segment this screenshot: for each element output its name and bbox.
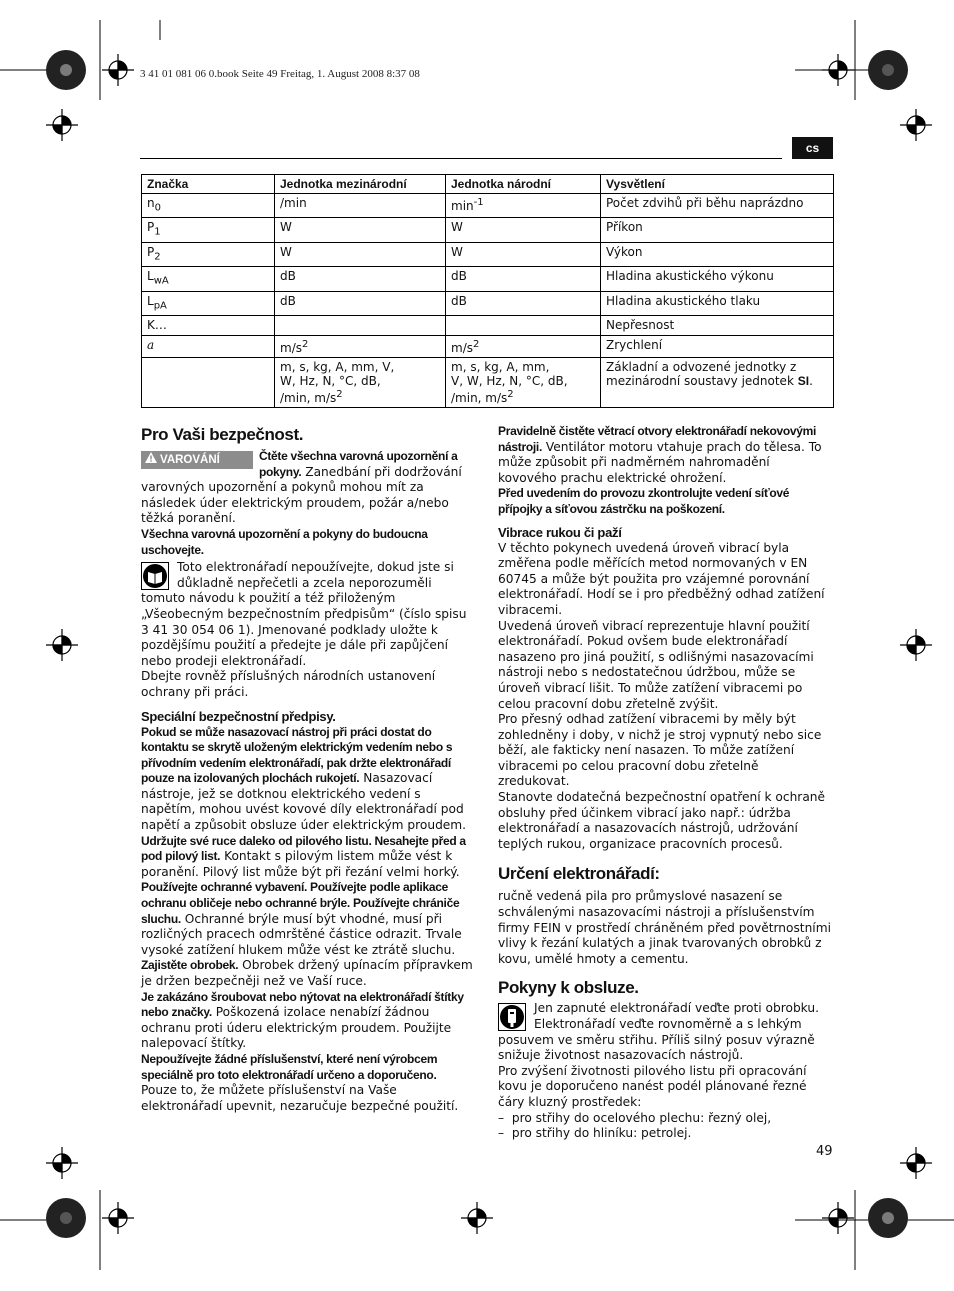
- vent-paragraph: Pravidelně čistěte větrací otvory elektronářadí nekovovými nástroji. Ventilátor motoru vtahuje prach do tělesa. To může způsobit při nadměrném nahromadění kovového prachu elektrické ohrožení.: [498, 424, 822, 485]
- keep-instructions: Všechna varovná upozornění a pokyny do budoucna uschovejte.: [141, 526, 428, 557]
- nat-cell: [446, 315, 601, 335]
- table-row: [142, 267, 834, 291]
- intl-cell: $m/s^2$: [275, 335, 446, 357]
- desc-cell: Základní a odvozené jednotky z mezinárodní soustavy jednotek SI.: [601, 357, 834, 407]
- nat-cell: dB: [446, 291, 601, 315]
- symbol-cell: $P_1$: [142, 218, 275, 242]
- vibration-p2: Uvedená úroveň vibrací reprezentuje hlavní použití elektronářadí. Pokud ovšem bude elektronářadí nasazeno pro jiná použití, s odlišnými nasazovacími nástroji nebo s nedostatečnou údržbou, může se úroveň vibrací lišit. To může zatížení vibracemi po celou pracovní dobu zřetelně zvýšit.: [498, 618, 814, 711]
- desc-cell: Zrychlení: [601, 335, 834, 357]
- safety-rule-2: Udržujte své ruce daleko od pilového listu. Nesahejte před a pod pilový list. Kontakt s pilovým listem může vést k poranění. Pilový list může být při řezání velmi horký.: [141, 833, 466, 879]
- symbol-cell: [142, 357, 275, 407]
- warning-triangle-icon: [145, 452, 157, 463]
- intl-cell: dB: [275, 291, 446, 315]
- warning-badge: VAROVÁNÍ: [141, 451, 253, 469]
- hand-tool-icon: [498, 1003, 526, 1031]
- vibration-p3: Pro přesný odhad zatížení vibracemi by měly být zohledněny i doby, v nichž je stroj vypnutý nebo sice běží, ale fakticky není nasazen. To může zatížení vibracemi po celou pracovní dobu zřetelně zredukovat.: [498, 712, 822, 789]
- intl-cell: dB: [275, 267, 446, 291]
- symbol-cell: K…: [142, 315, 275, 335]
- list-item: – pro střihy do ocelového plechu: řezný olej,: [498, 1110, 772, 1125]
- purpose-heading: Určení elektronářadí:: [498, 864, 660, 884]
- intl-cell: m, s, kg, A, mm, V, W, Hz, N, °C, dB, /min, $m/s^2$: [275, 357, 446, 407]
- table-row: [142, 335, 834, 357]
- vibration-heading: Vibrace rukou či paží: [498, 524, 622, 540]
- nat-cell: dB: [446, 267, 601, 291]
- units-table: [141, 174, 834, 408]
- left-column: [141, 424, 475, 1114]
- special-safety-heading: Speciální bezpečnostní předpisy.: [141, 708, 336, 724]
- header-rule: [140, 158, 782, 159]
- language-badge: cs: [792, 137, 833, 159]
- desc-cell: Příkon: [601, 218, 834, 242]
- table-row: [142, 315, 834, 335]
- vibration-p4: Stanovte dodatečná bezpečnostní opatření k ochraně obsluhy před účinkem vibrací jako např.: údržba elektronářadí a nasazovacích nástrojů, udržování teplých rukou, organizace pracovních procesů.: [498, 790, 826, 851]
- col-header-international: Jednotka mezinárodní: [275, 175, 446, 194]
- table-row: [142, 218, 834, 242]
- table-header-row: [142, 175, 834, 194]
- symbol-cell: $n_0$: [142, 194, 275, 218]
- right-column: [498, 424, 832, 1142]
- col-header-national: Jednotka národní: [446, 175, 601, 194]
- symbol-cell: $L_{wA}$: [142, 267, 275, 291]
- table-row: [142, 242, 834, 266]
- nat-cell: m, s, kg, A, mm, V, W, Hz, N, °C, dB, /min, $m/s^2$: [446, 357, 601, 407]
- symbol-cell: a: [142, 335, 275, 357]
- nat-cell: W: [446, 242, 601, 266]
- safety-heading: Pro Vaši bezpečnost.: [141, 425, 304, 444]
- vibration-p1: V těchto pokynech uvedená úroveň vibrací byla změřena podle měřících metod normovaných v EN 60745 a může být použita pro vzájemné porovnání elektronářadí. Hodí se i pro předběžný odhad zatížení vibracemi.: [498, 540, 825, 617]
- intl-cell: W: [275, 218, 446, 242]
- desc-cell: Nepřesnost: [601, 315, 834, 335]
- symbol-cell: $P_2$: [142, 242, 275, 266]
- operation-heading: Pokyny k obsluze.: [498, 978, 639, 998]
- safety-rule-1: Pokud se může nasazovací nástroj při práci dostat do kontaktu se skrytě uloženým elektrickým vedením nebo s přívodním vedením elektronářadí, pak držte elektronářadí pouze na izolovaných plochách rukojetí. Nasazovací nástroje, jež se dotknou elektrického vedení s napětím, mohou uvést kovové díly elektronářadí pod napětí a způsobit obsluze úder elektrickým proudem.: [141, 724, 467, 833]
- page-number: 49: [816, 1144, 833, 1159]
- safety-rule-6: Nepoužívejte žádné příslušenství, které není výrobcem speciálně pro toto elektronářadí určeno a doporučeno.: [141, 1051, 438, 1082]
- safety-rule-6-text: Pouze to, že můžete příslušenství na Vaše elektronářadí upevnit, nezaručuje bezpečné použití.: [141, 1083, 459, 1113]
- safety-rule-5: Je zakázáno šroubovat nebo nýtovat na elektronářadí štítky nebo značky. Poškozená izolace nenabízí žádnou ochranu proti úderu elektrickým proudem. Použijte nalepovací štítky.: [141, 989, 464, 1051]
- intl-cell: W: [275, 242, 446, 266]
- operation-p3: Pro zvýšení životnosti pilového listu při opracování kovu je doporučeno nanést podél plánované řezné čáry kluzný prostředek:: [498, 1063, 807, 1109]
- warning-paragraph: VAROVÁNÍ Čtěte všechna varovná upozornění a pokyny. Zanedbání při dodržování varovných upozornění a pokynů mohou mít za následek úder elektrickým proudem, požár a/nebo těžká poranění.: [141, 449, 462, 526]
- safety-rule-4: Zajistěte obrobek. Obrobek držený upínacím přípravkem je držen bezpečněji než ve Vaší ruce.: [141, 958, 473, 988]
- desc-cell: Počet zdvihů při běhu naprázdno: [601, 194, 834, 218]
- desc-cell: Hladina akustického výkonu: [601, 267, 834, 291]
- nat-cell: $m/s^2$: [446, 335, 601, 357]
- table-row: [142, 194, 834, 218]
- safety-rule-3: Používejte ochranné vybavení. Používejte podle aplikace ochranu obličeje nebo ochranné brýle. Používejte chrániče sluchu. Ochranné brýle musí být vhodné, musí při rozličných pracech odmrštěné částice odrazit. Trvale vysoké zatížení hlukem může vést ke ztrátě sluchu.: [141, 880, 462, 957]
- manual-paragraph: Toto elektronářadí nepoužívejte, dokud jste si důkladně nepřečetli a zcela neporozuměli tomuto návodu k použití a též přiloženým „Všeobecným bezpečnostním předpisům“ (číslo spisu 3 41 30 054 06 1). Jmenované podklady uložte k pozdějšímu použití a předejte je dále při zapůjčení nebo prodeji elektronářadí.: [141, 560, 467, 668]
- intl-cell: [275, 315, 446, 335]
- table-row: [142, 291, 834, 315]
- purpose-text: ručně vedená pila pro průmyslové nasazení se schválenými nasazovacími nástroji a příslušenstvím firmy FEIN v prostředí chráněném před povětrnostními vlivy k řezání kulatých a jinak tvarovaných obrobků z kovu, umělé hmoty a cementu.: [498, 889, 831, 966]
- nat-cell: $\min^{-1}$: [446, 194, 601, 218]
- col-header-explanation: Vysvětlení: [601, 175, 834, 194]
- check-cable: Před uvedením do provozu zkontrolujte vedení síťové přípojky a síťovou zástrčku na poškození.: [498, 486, 790, 516]
- col-header-symbol: Značka: [142, 175, 275, 194]
- symbol-cell: $L_{pA}$: [142, 291, 275, 315]
- print-info: 3 41 01 081 06 0.book Seite 49 Freitag, 1. August 2008 8:37 08: [140, 68, 420, 80]
- operation-p1: Jen zapnuté elektronářadí veďte proti obrobku. Elektronářadí veďte rovnoměrně a s lehkým posuvem ve směru střihu. Příliš silný posuv výrazně snižuje životnost nasazovacích nástrojů.: [498, 1001, 819, 1063]
- intl-cell: /min: [275, 194, 446, 218]
- table-row: [142, 357, 834, 407]
- nat-cell: W: [446, 218, 601, 242]
- desc-cell: Výkon: [601, 242, 834, 266]
- national-regulations: Dbejte rovněž příslušných národních ustanovení ochrany při práci.: [141, 669, 436, 699]
- list-item: – pro střihy do hliníku: petrolej.: [498, 1126, 692, 1141]
- desc-cell: Hladina akustického tlaku: [601, 291, 834, 315]
- read-manual-icon: [141, 562, 169, 590]
